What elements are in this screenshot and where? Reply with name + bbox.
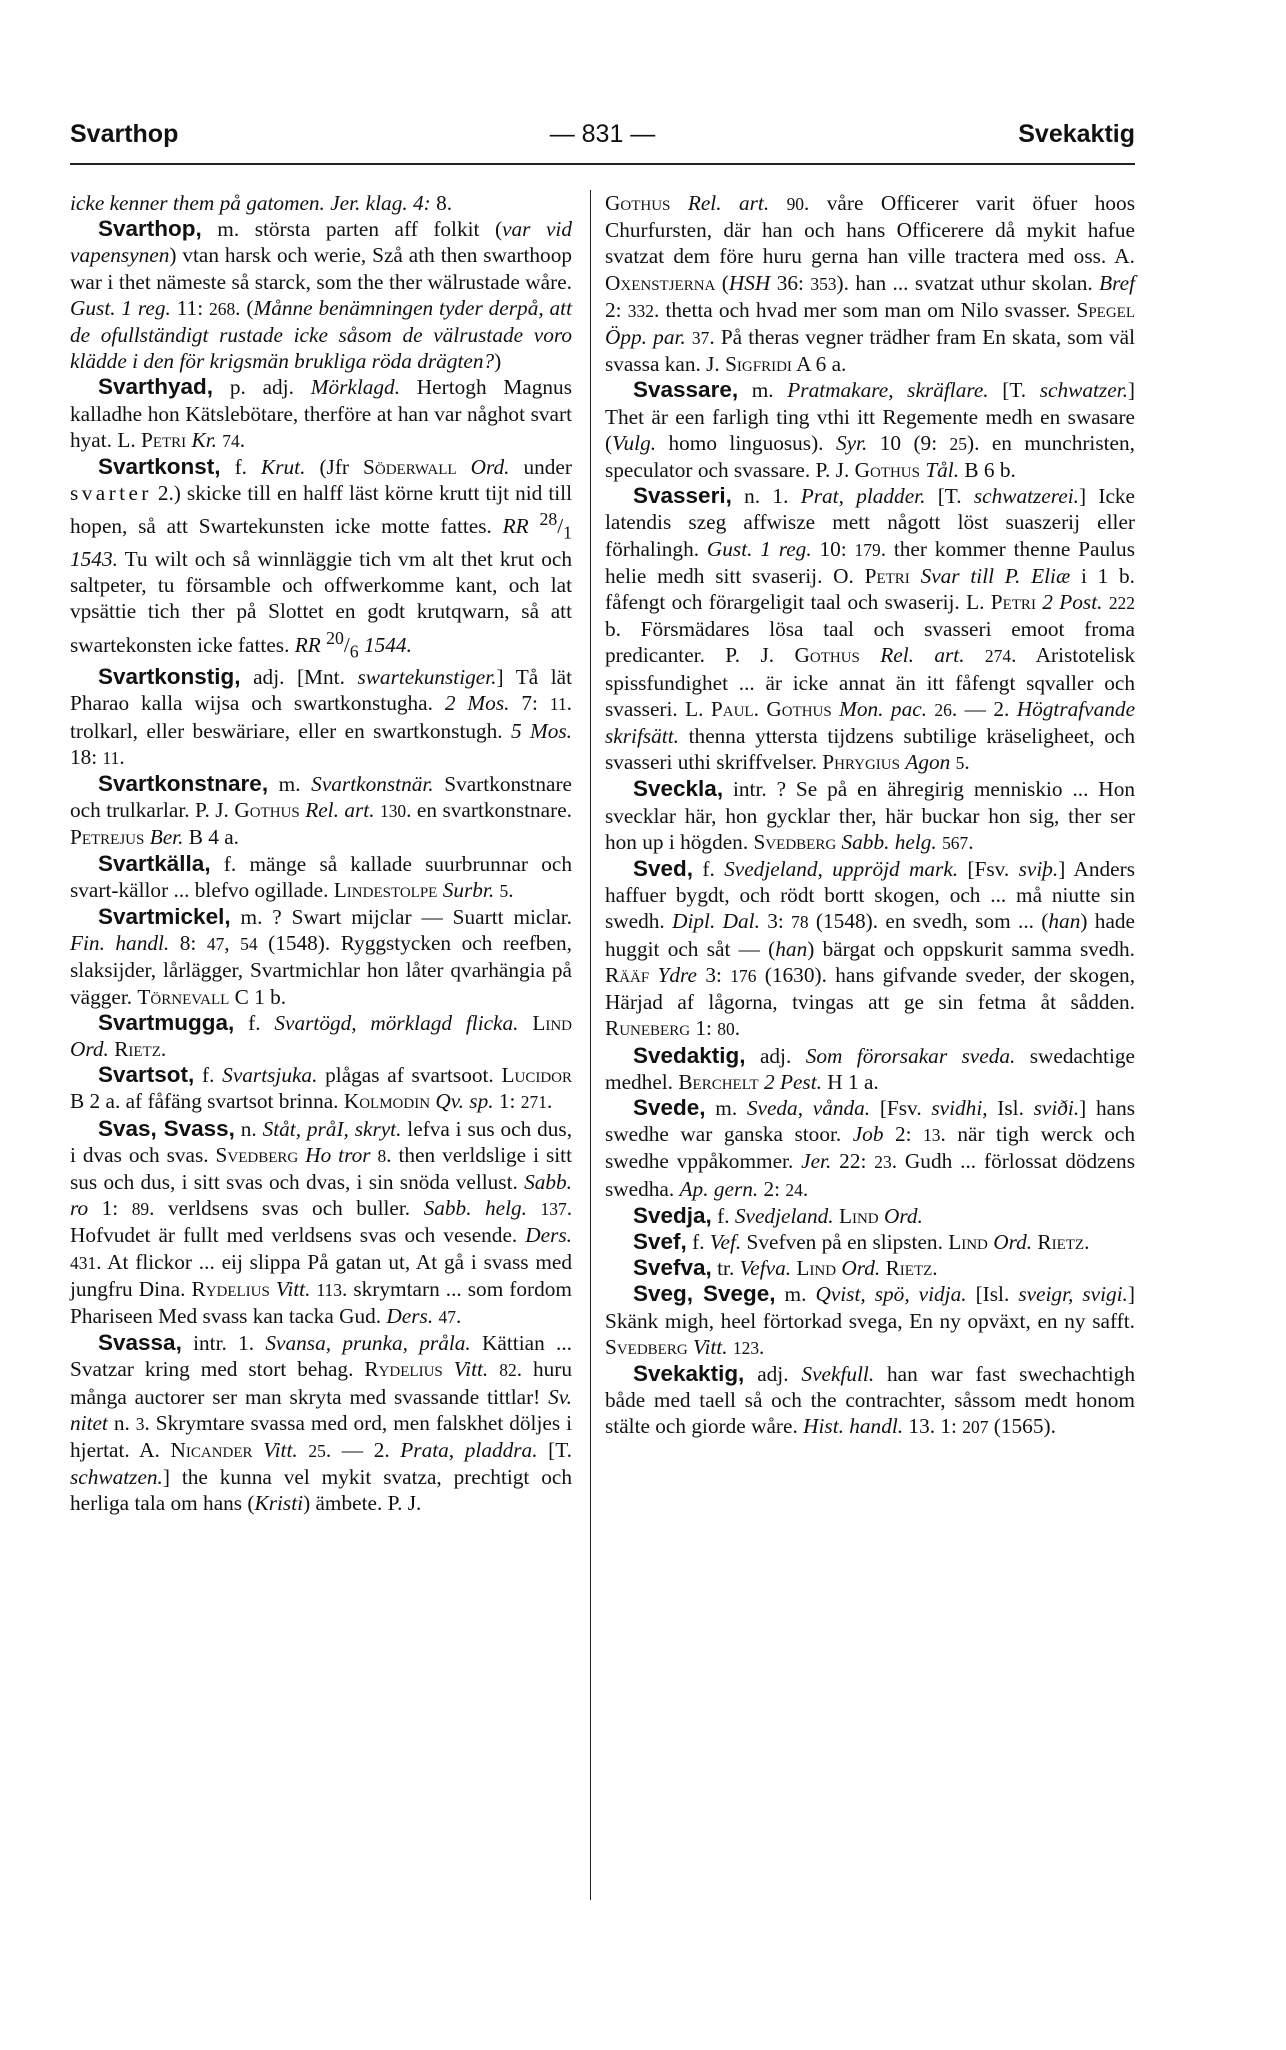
entry-svarthop: Svarthop, m. största parten aff folkit (var vid vapensynen) vtan harsk och werie, Szå ath then swarthoop war i thet nämeste så starck, som the ther wälrustade wåre. Gust. 1 reg. 11: 268. (Månne benämningen tyder derpå, att de ofullständigt rustade icke såsom de välrustade voro klädde i den för krigsmän brukliga röda drägten?) [70, 216, 573, 374]
right-column [605, 190, 1135, 1441]
entry-svef: Svef, f. Vef. Svefven på en slipsten. Lind Ord. Rietz. [633, 1228, 1090, 1254]
entry-svartmickel: Svartmickel, m. ? Swart mijclar — Suartt miclar. Fin. handl. 8: 47, 54 (1548). Ryggstycken och reefben, slaksijder, lårlägger, Svartmichlar hon låter qvarhängia på vägger. Törnevall C 1 b. [70, 903, 572, 1009]
header-right-word: Svekaktig [1018, 120, 1135, 148]
entry-svartsot: Svartsot, f. Svartsjuka. plågas af svartsoot. Lucidor B 2 a. af fåfäng svartsot brinna. Kolmodin Qv. sp. 1: 271. [70, 1062, 572, 1114]
left-column [70, 190, 572, 1517]
entry-svartkalla: Svartkälla, f. mänge så kallade suurbrunnar och svart-källor ... blefvo ogillade. Lindestolpe Surbr. 5. [70, 850, 572, 902]
entry-svas: Svas, Svass, n. Ståt, pråI, skryt. lefva i sus och dus, i dvas och svas. Svedberg Ho tror 8. then verldslige i sitt sus och dus, i sitt svas och dvas, i sin snöda vellust. Sabb. ro 1: 89. verldsens svas och buller. Sabb. helg. 137. Hofvudet är fullt med verldsens svas och vesende. Ders. 431. At flickor ... eij slippa På gatan ut, At gå i svass med jungfru Dina. Rydelius Vitt. 113. skrymtarn ... som fordom Phariseen Med svass kan tacka Gud. Ders. 47. [70, 1115, 573, 1329]
column-divider [590, 190, 591, 1900]
header-rule [70, 163, 1135, 165]
entry-svartkonstnare: Svartkonstnare, m. Svartkonstnär. Svartkonstnare och trulkarlar. P. J. Gothus Rel. art. 130. en svartkonstnare. Petrejus Ber. B 4 a. [70, 770, 572, 850]
entry-svartkonstig: Svartkonstig, adj. [Mnt. swartekunstiger.] Tå lät Pharao kalla wijsa och swartkonstugha. 2 Mos. 7: 11. trolkarl, eller beswäriare, eller en swartkonstugh. 5 Mos. 18: 11. [70, 664, 573, 769]
entry-svede: Svede, m. Sveda, vånda. [Fsv. svidhi, Isl. sviði.] hans swedhe war ganska stoor. Job 2: 13. när tigh werck och swedhe vppåkommer. Jer. 22: 23. Gudh ... förlossat dödzens swedha. Ap. gern. 2: 24. [605, 1094, 1136, 1201]
entry-svefva: Svefva, tr. Vefva. Lind Ord. Rietz. [633, 1255, 938, 1281]
entry-svartmugga: Svartmugga, f. Svartögd, mörklagd flicka. Lind Ord. Rietz. [70, 1009, 572, 1061]
entry-continuation-right: Gothus Rel. art. 90. våre Officerer varit öfuer hoos Churfursten, där han och hans Officerere då mykit hafue svatzat dem före huru gerna han ville tractera med oss. A. Oxenstjerna (HSH 36: 353). han ... svatzat uthur skolan. Bref 2: 332. thetta och hvad mer som man om Nilo svasser. Spegel Öpp. par. 37. På theras vegner trädher fram En skata, som väl svassa kan. J. Sigfridi A 6 a. [605, 191, 1136, 377]
header-left-word: Svarthop [70, 120, 179, 148]
entry-svassare: Svassare, m. Pratmakare, skräflare. [T. schwatzer.] Thet är een farligh ting vthi itt Regemente medh en swasare (Vulg. homo linguosus). Syr. 10 (9: 25). en munchristen, speculator och svassare. P. J. Gothus Tål. B 6 b. [605, 377, 1135, 483]
entry-svekaktig: Svekaktig, adj. Svekfull. han war fast swechachtigh både med taell så och the contrachter, såssom medt honom stälte och giorde wåre. Hist. handl. 13. 1: 207 (1565). [605, 1360, 1135, 1439]
running-header [70, 120, 1135, 160]
entry-svassa: Svassa, intr. 1. Svansa, prunka, pråla. Kättian ... Svatzar kring med stort behag. Rydelius Vitt. 82. huru många auctorer ser man skryta med svassande tittlar! Sv. nitet n. 3. Skrymtare svassa med ord, men falskhet döljes i hjertat. A. Nicander Vitt. 25. — 2. Prata, pladdra. [T. schwatzen.] the kunna vel mykit svatza, prechtigt och herliga tala om hans (Kristi) ämbete. P. J. [70, 1330, 573, 1516]
entry-sveg: Sveg, Svege, m. Qvist, spö, vidja. [Isl. sveigr, svigi.] Skänk migh, heel förtorkad svega, En ny opväxt, en ny safft. Svedberg Vitt. 123. [605, 1281, 1135, 1359]
entry-svedja: Svedja, f. Svedjeland. Lind Ord. [633, 1202, 923, 1228]
entry-sved: Sved, f. Svedjeland, uppröjd mark. [Fsv. sviþ.] Anders haffuer bygdt, och rödt bortt skogen, och ... må niutte sin swedh. Dipl. Dal. 3: 78 (1548). en svedh, som ... (han) hade huggit och såt — (han) bärgat och oppskurit samma svedh. Rääf Ydre 3: 176 (1630). hans gifvande sveder, der skogen, Härjad af lågorna, tvingas att ge sin fetma åt sådden. Runeberg 1: 80. [605, 856, 1136, 1041]
entry-continuation: icke kenner them på gatomen. Jer. klag. 4: 8. [70, 191, 453, 215]
entry-sveckla: Sveckla, intr. ? Se på en ähregirig menniskio ... Hon svecklar här, hon gycklar ther, här buckar hon sig, ther ser hon up i högden. Svedberg Sabb. helg. 567. [605, 776, 1135, 854]
entry-svedaktig: Svedaktig, adj. Som förorsakar sveda. swedachtige medhel. Berchelt 2 Pest. H 1 a. [605, 1042, 1135, 1094]
entry-svartkonst: Svartkonst, f. Krut. (Jfr Söderwall Ord. under svarter 2.) skicke till en halff läst körne krutt tijt nid till hopen, så att Swartekunsten icke motte fattes. RR $^{28}/_1$ 1543. Tu wilt och så winnläggie tich vm alt thet krut och saltpeter, tu församble och offwerkomme kant, och lat vpsättie tich ther på Slottet en godt krutqwarn, så att swartekonsten icke fattes. RR $^{20}/_6$ 1544. [70, 454, 572, 661]
entry-svarthyad: Svarthyad, p. adj. Mörklagd. Hertogh Magnus kalladhe hon Kätslebötare, therföre at han var någhot svart hyat. L. Petri Kr. 74. [70, 374, 572, 452]
entry-svasseri: Svasseri, n. 1. Prat, pladder. [T. schwatzerei.] Icke latendis szeg affwisze mett någott löst suaszerij eller förhalingh. Gust. 1 reg. 10: 179. ther kommer thenne Paulus helie medh sitt svaserij. O. Petri Svar till P. Eliæ i 1 b. fåfengt och förargeligit taal och swaserij. L. Petri 2 Post. 222 b. Försmädares lösa taal och svasseri emoot froma predicanter. P. J. Gothus Rel. art. 274. Aristotelisk spissfundighet ... är icke annat än itt fåfengt sqvaller och svasseri. L. Paul. Gothus Mon. pac. 26. — 2. Högtrafvande skrifsätt. thenna yttersta tijdzens subtilige kräseligheet, och svasseri uthi skriffvelser. Phrygius Agon 5. [605, 483, 1136, 775]
page-number: — 831 — [549, 120, 656, 148]
